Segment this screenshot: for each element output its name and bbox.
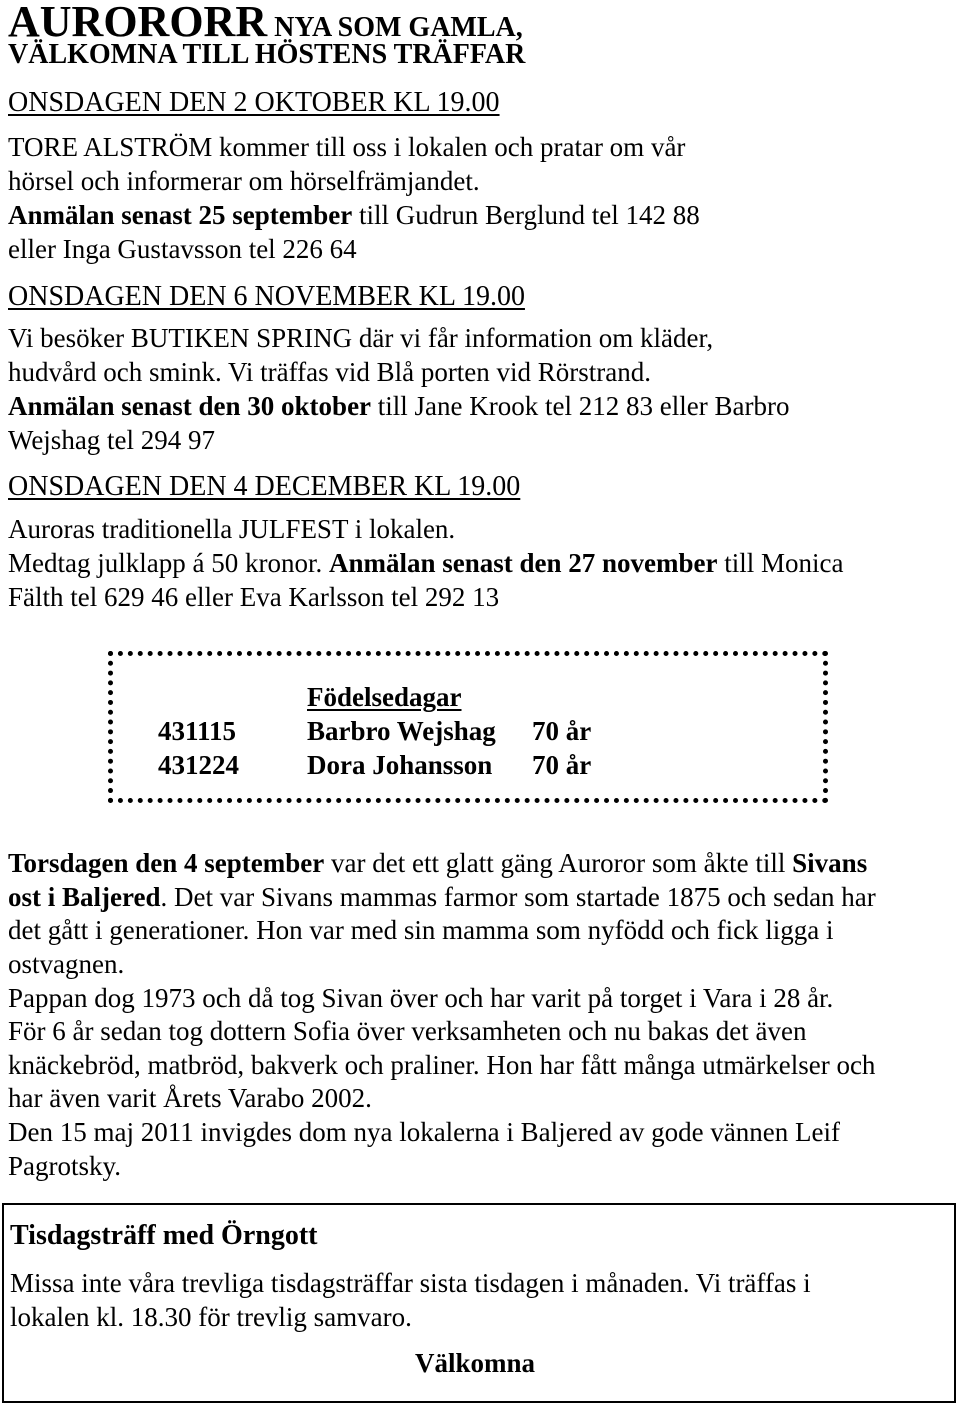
event-3-signup-contact: till Monica [717, 548, 844, 578]
report-line-5: Pappan dog 1973 och då tog Sivan över och har varit på torget i Vara i 28 år. [8, 983, 834, 1013]
event-1-line-3 [8, 202, 700, 229]
birthday-1-age: 70 år [532, 716, 592, 746]
report-date: Torsdagen den 4 september [8, 848, 325, 878]
event-3-gift-note: Medtag julklapp á 50 kronor. [8, 548, 329, 578]
report-line-1 [8, 850, 867, 877]
report-line-8: har även varit Årets Varabo 2002. [8, 1083, 372, 1113]
event-3-signup-deadline: Anmälan senast den 27 november [328, 548, 718, 578]
title-main: AURORORR [8, 0, 268, 46]
event-1-signup-deadline: Anmälan senast 25 september [8, 200, 353, 230]
report-text-2: . Det var Sivans mammas farmor som startade 1875 och sedan har [160, 882, 876, 912]
report-line-10: Pagrotsky. [8, 1151, 121, 1181]
tuesday-line-2: lokalen kl. 18.30 för trevlig samvaro. [10, 1302, 412, 1332]
birthday-1-date: 431115 [158, 716, 237, 746]
page-title [8, 0, 523, 44]
birthday-1-name: Barbro Wejshag [307, 716, 496, 746]
report-line-3: det gått i generationer. Hon var med sin mamma som nyfödd och fick ligga i [8, 915, 834, 945]
event-3-line-2 [8, 550, 843, 577]
event-1-line-4: eller Inga Gustavsson tel 226 64 [8, 234, 357, 264]
birthday-2-date: 431224 [158, 750, 239, 780]
tuesday-heading: Tisdagsträff med Örngott [10, 1220, 318, 1251]
event-1-date: ONSDAGEN DEN 2 OKTOBER KL 19.00 [8, 87, 500, 118]
report-place: Sivans [792, 848, 868, 878]
event-3-line-3: Fälth tel 629 46 eller Eva Karlsson tel 292 13 [8, 582, 500, 612]
report-line-6: För 6 år sedan tog dottern Sofia över verksamheten och nu bakas det även [8, 1016, 807, 1046]
event-1-signup-contact: till Gudrun Berglund tel 142 88 [352, 200, 700, 230]
closing-greeting: Välkomna [415, 1348, 536, 1378]
event-2-signup-contact: till Jane Krook tel 212 83 eller Barbro [371, 391, 790, 421]
birthdays-heading: Födelsedagar [307, 682, 462, 712]
report-line-2 [8, 884, 876, 911]
birthday-2-age: 70 år [532, 750, 592, 780]
birthday-2-name: Dora Johansson [307, 750, 493, 780]
event-1-line-1: TORE ALSTRÖM kommer till oss i lokalen och pratar om vår [8, 132, 686, 162]
title-suffix: NYA SOM GAMLA, [267, 12, 523, 43]
tuesday-line-1: Missa inte våra trevliga tisdagsträffar sista tisdagen i månaden. Vi träffas i [10, 1268, 811, 1298]
event-2-date: ONSDAGEN DEN 6 NOVEMBER KL 19.00 [8, 281, 525, 312]
event-3-date: ONSDAGEN DEN 4 DECEMBER KL 19.00 [8, 471, 521, 502]
event-2-line-4: Wejshag tel 294 97 [8, 425, 216, 455]
event-2-line-1: Vi besöker BUTIKEN SPRING där vi får information om kläder, [8, 323, 714, 353]
report-place-2: ost i Baljered [8, 882, 161, 912]
report-line-9: Den 15 maj 2011 invigdes dom nya lokalerna i Baljered av gode vännen Leif [8, 1117, 841, 1147]
event-1-line-2: hörsel och informerar om hörselfrämjandet. [8, 166, 480, 196]
report-text: var det ett glatt gäng Auroror som åkte till [324, 848, 793, 878]
event-2-signup-deadline: Anmälan senast den 30 oktober [8, 391, 372, 421]
event-2-line-2: hudvård och smink. Vi träffas vid Blå porten vid Rörstrand. [8, 357, 652, 387]
page-subtitle: VÄLKOMNA TILL HÖSTENS TRÄFFAR [8, 39, 526, 70]
report-line-7: knäckebröd, matbröd, bakverk och praliner. Hon har fått många utmärkelser och [8, 1050, 876, 1080]
event-3-line-1: Auroras traditionella JULFEST i lokalen. [8, 514, 456, 544]
report-line-4: ostvagnen. [8, 949, 125, 979]
event-2-line-3 [8, 393, 789, 420]
